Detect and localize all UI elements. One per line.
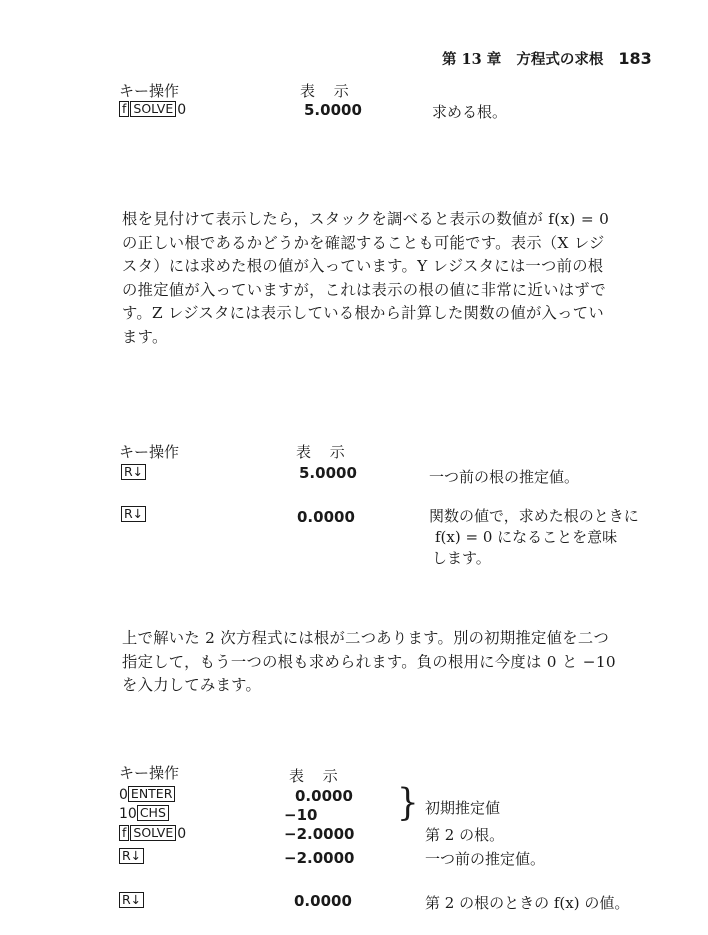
key-suffix: 0	[177, 102, 187, 118]
table3-row-4-display: −2.0000	[284, 849, 355, 867]
column-header-display: 表 示	[296, 443, 345, 461]
table3-row-2-keys	[119, 805, 170, 822]
table3-brace-note: 初期推定値	[425, 799, 501, 817]
table3-row-2-display: −10	[284, 806, 318, 824]
table1-row-1-display: 5.0000	[304, 101, 362, 119]
table3-row-3-display: −2.0000	[284, 825, 355, 843]
column-header-key-op: キー操作	[119, 764, 180, 782]
column-header-display: 表 示	[289, 767, 338, 785]
column-header-display: 表 示	[300, 82, 349, 100]
enter-key: ENTER	[128, 786, 175, 802]
paragraph-2-line-1: 上で解いた 2 次方程式には根が二つあります。別の初期推定値を二つ	[122, 629, 610, 647]
column-header-key-op: キー操作	[119, 82, 180, 100]
f-key: f	[119, 825, 129, 841]
table3-row-4-keys	[119, 848, 145, 865]
paragraph-1-line-2: の正しい根であるかどうかを確認することも可能です。表示（X レジ	[122, 233, 605, 252]
solve-key: SOLVE	[130, 825, 176, 841]
table3-row-5-display: 0.0000	[294, 892, 352, 910]
paragraph-2-line-2: 指定して，もう一つの根も求められます。負の根用に今度は 0 と −10	[122, 652, 616, 671]
paragraph-1-line-5: す。Z レジスタには表示している根から計算した関数の値が入ってい	[122, 304, 604, 322]
table1-row-1-keys	[119, 101, 186, 118]
chs-key: CHS	[137, 805, 169, 821]
table3-row-3-note: 第 2 の根。	[425, 826, 505, 844]
roll-down-key: R↓	[119, 848, 144, 864]
roll-down-key: R↓	[121, 506, 146, 522]
table3-row-1-keys	[119, 786, 176, 803]
note-line-2: f(x) = 0 になることを意味	[435, 528, 618, 546]
paragraph-1-line-4: の推定値が入っていますが，これは表示の根の値に非常に近いはずで	[122, 280, 606, 299]
table3-row-3-keys	[119, 825, 186, 842]
f-key: f	[119, 101, 129, 117]
chapter-title: 方程式の求根	[516, 51, 604, 68]
roll-down-key: R↓	[121, 464, 146, 480]
paragraph-2-line-3: を入力してみます。	[122, 676, 262, 694]
page-number: 183	[618, 49, 652, 68]
roll-down-key: R↓	[119, 892, 144, 908]
key-prefix: 10	[119, 806, 137, 822]
note-line-1: 関数の値で，求めた根のときに	[429, 507, 639, 525]
table2-row-2-note	[429, 506, 639, 569]
paragraph-1-line-1: 根を見付けて表示したら，スタックを調べると表示の数値が f(x) = 0	[122, 210, 610, 228]
table2-row-2-keys	[121, 506, 147, 523]
table2-row-2-display: 0.0000	[297, 508, 355, 526]
solve-key: SOLVE	[130, 101, 176, 117]
running-header	[442, 48, 652, 69]
table2-row-1-keys	[121, 464, 147, 481]
column-header-key-op: キー操作	[119, 443, 180, 461]
table3-row-4-note: 一つ前の推定値。	[425, 850, 546, 868]
table3-row-5-keys	[119, 892, 145, 909]
table3-row-1-display: 0.0000	[295, 787, 353, 805]
paragraph-2	[122, 627, 652, 698]
brace: }	[397, 781, 419, 825]
chapter-label: 第 13 章	[442, 51, 502, 68]
table1-row-1-note: 求める根。	[432, 103, 508, 121]
key-suffix: 0	[177, 826, 187, 842]
table2-row-1-note: 一つ前の根の推定値。	[429, 468, 580, 486]
key-prefix: 0	[119, 787, 128, 803]
table3-row-5-note: 第 2 の根のときの f(x) の値。	[425, 894, 630, 912]
paragraph-1	[122, 208, 652, 349]
paragraph-1-line-6: ます。	[122, 327, 168, 346]
note-line-3: します。	[432, 549, 491, 567]
table2-row-1-display: 5.0000	[299, 464, 357, 482]
paragraph-1-line-3: スタ）には求めた根の値が入っています。Y レジスタには一つ前の根	[122, 257, 604, 275]
